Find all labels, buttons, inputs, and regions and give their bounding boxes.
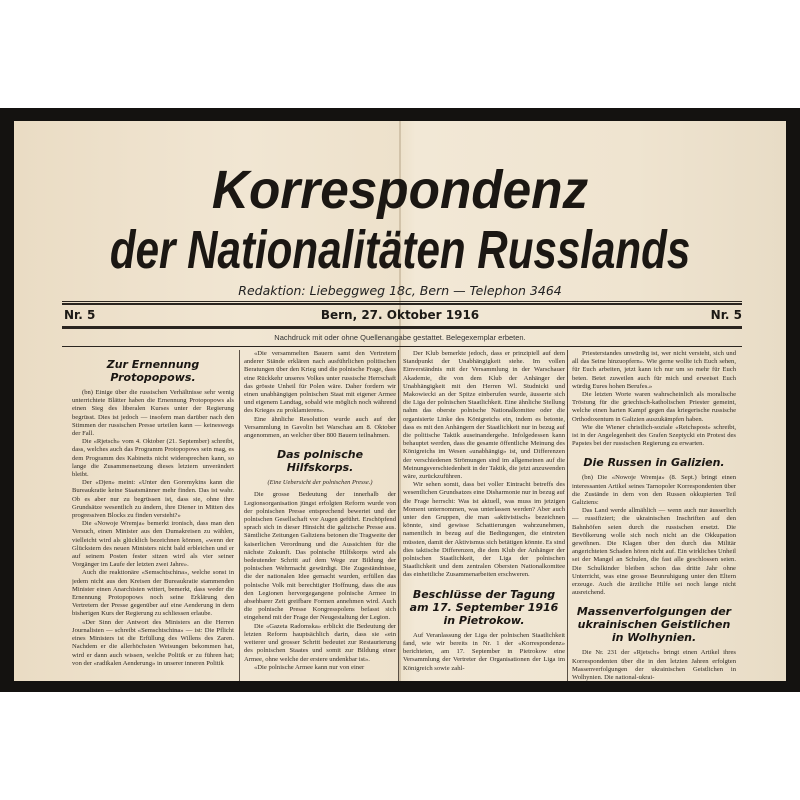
article-subtitle: (Eine Uebersicht der polnischen Presse.) bbox=[267, 479, 373, 487]
masthead-title-line2-row bbox=[14, 221, 786, 279]
newspaper-page bbox=[14, 121, 786, 681]
article-headline: Das polnische Hilfskorps. bbox=[276, 448, 364, 475]
column-divider bbox=[398, 350, 399, 681]
article-paragraph: Auch die reaktionäre «Semschtschina», welche sonst in jedem nicht aus den Kreisen der Bureaukratie stammenden Minister einen Anarchisten wittert, bemerkt, dass weder die Ernennung Protopopows noch seine Erklärung den Vertretern der Presse gegenüber auf eine Aenderung in dem bisherigen Kurs der Regierung zu schliessen erlaube. bbox=[72, 569, 234, 618]
reprint-notice: Nachdruck mit oder ohne Quellenangabe gestattet. Belegexemplar erbeten. bbox=[274, 333, 526, 342]
column-4 bbox=[572, 350, 736, 681]
article-headline: Beschlüsse der Tagung am 17. September 1916 in Pietrokow. bbox=[409, 587, 559, 627]
dateline: Bern, 27. Oktober 1916 bbox=[320, 308, 480, 322]
masthead-title-line2: der Nationalitäten Russlands bbox=[109, 220, 691, 280]
article-headline: Massenverfolgungen der ukrainischen Geistlichen in Wolhynien. bbox=[576, 605, 732, 645]
divider-rule bbox=[62, 346, 742, 347]
article-paragraph: Wie die Wiener christlich-soziale «Reichspost» schreibt, ist in der Angelegenheit des Grafen Szeptycki ein Protest des Papstes bei der russischen Regierung zu erwarten. bbox=[572, 423, 736, 448]
article-paragraph: Der Klub bemerkte jedoch, dass er prinzipiell auf dem Standpunkt der Unabhängigkeit stehe. Im vollen Einverständnis mit der Versammlung in der Warschauer Akademie, die von dem Klub der Anhänger der Unabhängigkeit mit den Herren Wl. Studnicki und Makowiecki an der Spitze einberufen wurde, äusserte sich die Liga der polnischen Staatlichkeit. Eine ähnliche Stellung nahm das oberste polnische Nationalkomitee oder die organisierte Linke des Königreichs ein, indem es betonte, dass es mit den Anhängern der Staatlichkeit nur in bezug auf die politische Taktik auseinandergehe. Infolgedessen kann behauptet werden, dass die gesamte öffentliche Meinung des Königreichs im Wesen «unabhängig» ist, und Differenzen der verschiedenen Strömungen sind im allgemeinen auf die Meinungsverschiedenheit in der Taktik, die jetzt anzuwenden wäre, zurückzuführen. bbox=[403, 350, 565, 481]
divider-rule bbox=[62, 301, 742, 302]
article-paragraph: (bn) Einige über die russischen Verhältnisse sehr wenig unterrichtete Blätter haben die Ernennung Protopopows als einen Sieg des liberalen Kurses unter der Regierung begrüsst. Dies ist jedoch — insofern man darüber nach den Stimmen der russischen Presse urteilen kann — keineswegs der Fall. bbox=[72, 389, 234, 438]
article-headline: Zur Ernennung Protopopows. bbox=[106, 358, 200, 384]
article-paragraph: Eine ähnliche Resolution wurde auch auf der Versammlung in Gavolin bei Warschau am 8. Oktober angenommen, an welcher über 800 Bauern teilnahmen. bbox=[244, 415, 396, 440]
divider-rule bbox=[62, 303, 742, 305]
article-paragraph: Die «Gazeta Radomska» erblickt die Bedeutung der letzten Reform hauptsächlich darin, dass sie «ein weiterer und grosser Schritt bedeutet zur Restaurierung des polnischen Staates und somit zur Bildung einer Armee, ohne welche der erstere undenkbar ist». bbox=[244, 622, 396, 663]
article-paragraph: Auf Veranlassung der Liga der polnischen Staatlichkeit fand, wie wir bereits in Nr. 1 der «Korrespondenz» berichteten, am 17. September in Pietrokow eine Versammlung der Vertreter der Organisationen der Liga im Königreich sowie zahl- bbox=[403, 631, 565, 672]
divider-rule bbox=[62, 326, 742, 329]
article-paragraph: Die grosse Bedeutung der innerhalb der Legionsorganisation jüngst erfolgten Reform wurde von der polnischen Presse entsprechend bewertet und der polnischen Gesellschaft vor Augen geführt. Erschöpfend sprach sich in dieser Hinsicht die galizische Presse aus. Sämtliche Zeitungen Galiziens betonen die Tragweite der kaiserlichen Verordnung und die Aussichten für die nächste Zukunft. Das polnische Hilfskorps wird als bedeutender Schritt auf dem Wege zur Bildung der polnischen Wehrmacht gewürdigt. Die Zugeständnisse, die der nationalen Idee gemacht wurden, erfüllen das polnische Volk mit berechtigter Hoffnung, dass die aus den Legionen hervorgegangene polnische Armee in absehbarer Zeit greifbare Formen annehmen wird. Auch die polnische Presse Kongresspolens befasst sich eingehend mit der Frage der Neugestaltung der Legion. bbox=[244, 491, 396, 622]
issue-number-right: Nr. 5 bbox=[710, 308, 742, 322]
article-paragraph: Die «Rjetsch» vom 4. Oktober (21. September) schreibt, dass, welches auch das Programm Protopopows sein mag, es dem Programm des Kabinetts nicht widersprechen kann, so lange die Zusammensetzung dieses letztern unverändert bleibt. bbox=[72, 438, 234, 479]
article-paragraph: (bn) Die «Nowoje Wremja» (8. Sept.) bringt einen interessanten Artikel seines Tarnopoler Korrespondenten über die Zustände in dem von den Russen okkupierten Teil Galiziens: bbox=[572, 474, 736, 507]
article-paragraph: Der «Djen» meint: «Unter den Goremykins kann die Bureaukratie keine Staatsmänner mehr finden. Das ist wahr. Ob es aber nur zu begrüssen ist, dass sie, ohne ihre Grundsätze wesentlich zu ändern, ihre Diener in Mitten des progressiven Blocks zu finden versteht?» bbox=[72, 479, 234, 520]
masthead-title-line1-row bbox=[14, 161, 786, 219]
masthead-title-line1: Korrespondenz bbox=[211, 160, 589, 220]
column-2 bbox=[244, 350, 396, 681]
editorial-address: Redaktion: Liebeggweg 18c, Bern — Telephon 3464 bbox=[238, 283, 562, 298]
column-divider bbox=[567, 350, 568, 681]
article-paragraph: «Der Sinn der Antwort des Ministers an die Herren Journalisten — schreibt «Semschtschina» — ist: Die Pflicht eines Ministers ist die Erfüllung des Willens des Zaren. Nachdem er die allerhöchsten Weisungen bekommen hat, wird er dann auch wissen, welche Politik er zu führen hat; von der «radikalen Aenderung» in unserer inneren Politik bbox=[72, 618, 234, 667]
article-paragraph: Wir sehen somit, dass bei voller Eintracht betreffs des wesentlichen Grundsatzes eine Disharmonie nur in bezug auf die Frage herrscht: Was ist aktuell, was muss im jetzigen Moment unternommen, was unterlassen werden? Aber auch unter den Gruppen, die man «aktivistisch» bezeichnen könnte, sind gewisse Schattierungen wahrzunehmen, namentlich in bezug auf die Bedingungen, die eintreten müssten, damit der Aktivismus sich betätigen könnte. Es sind dies taktische Differenzen, die dem Klub der Anhänger der polnischen Staatlichkeit, der Liga der polnischen Staatlichkeit und dem zentralen Obersten Nationalkomitee das einheitliche Zusammenarbeiten erschweren. bbox=[403, 481, 565, 579]
article-headline: Die Russen in Galizien. bbox=[583, 456, 725, 470]
column-1 bbox=[72, 350, 234, 681]
article-paragraph: Das Land werde allmählich — wenn auch nur äusserlich — russifiziert; die ukrainischen Inschriften auf den Bahnhöfen seien durch die russischen ersetzt. Die Bevölkerung wolle sich noch nicht an die Okkupation gewöhnen. Die Klagen über den durch das Militär angerichteten Schaden hören nicht auf. Ein wirkliches Unheil sei der Mangel an Schulen, die fast alle geschlossen seien. Die Schulkinder bleiben schon das dritte Jahr ohne Unterricht, was eine grosse Beunruhigung unter den Eltern erzeuge. Auch die ärztliche Hilfe sei noch lange nicht ausreichend. bbox=[572, 507, 736, 597]
issue-number-left: Nr. 5 bbox=[64, 308, 96, 322]
article-paragraph: «Die polnische Armee kann nur von einer bbox=[254, 663, 365, 671]
article-paragraph: Die letzten Worte waren wahrscheinlich als moralische Tröstung für die griechisch-katholischen Priester gemeint, welche einen harten Kampf gegen das kriegerische russische Orthodoxentum in Galizien auszukämpfen haben. bbox=[572, 391, 736, 423]
article-paragraph: Priesterstandes unwürdig ist, wer nicht versteht, sich und all das Seine hinzuopfern». Wie gerne wollte ich Euch sehen, für Euch arbeiten, jetzt kann ich nur um so mehr für Euch beten. Betet zuweilen auch für mich und erweiset Euch würdig Eures hohen Berufes.» bbox=[572, 350, 736, 390]
article-paragraph: Die Nr. 231 der «Rjetsch» bringt einen Artikel ihres Korrespondenten über die in den letzten Jahren erfolgten Massenverfolgungen der ukrainischen Geistlichen in Wolhynien. Die national-ukrai- bbox=[572, 649, 736, 681]
column-3 bbox=[403, 350, 565, 681]
article-paragraph: Die «Nowoje Wremja» bemerkt ironisch, dass man den Versuch, einen Minister aus den Dumakreisen zu wählen, vielleicht wird als glücklich bezeichnen können, «wenn der Glückstern des neuen Ministers nicht bald erbleichen und er auf seinem Posten fester sitzen wird als vier seiner Vorgänger im Laufe der letzten zwei Jahre». bbox=[72, 520, 234, 569]
article-paragraph: «Die versammelten Bauern samt den Vertretern anderer Stände erklären nach ausführlichen politischen Beratungen über den Krieg und die polnische Frage, dass eine Rückkehr unseres Volkes unter russische Herrschaft das grösste Unheil für Polen wäre. Daher fordern wir einen unabhängigen polnischen Staat mit eigener Armee und eigenem Landtag, sobald wie möglich noch während des Krieges zu proklamieren». bbox=[244, 350, 396, 415]
column-divider bbox=[239, 350, 240, 681]
